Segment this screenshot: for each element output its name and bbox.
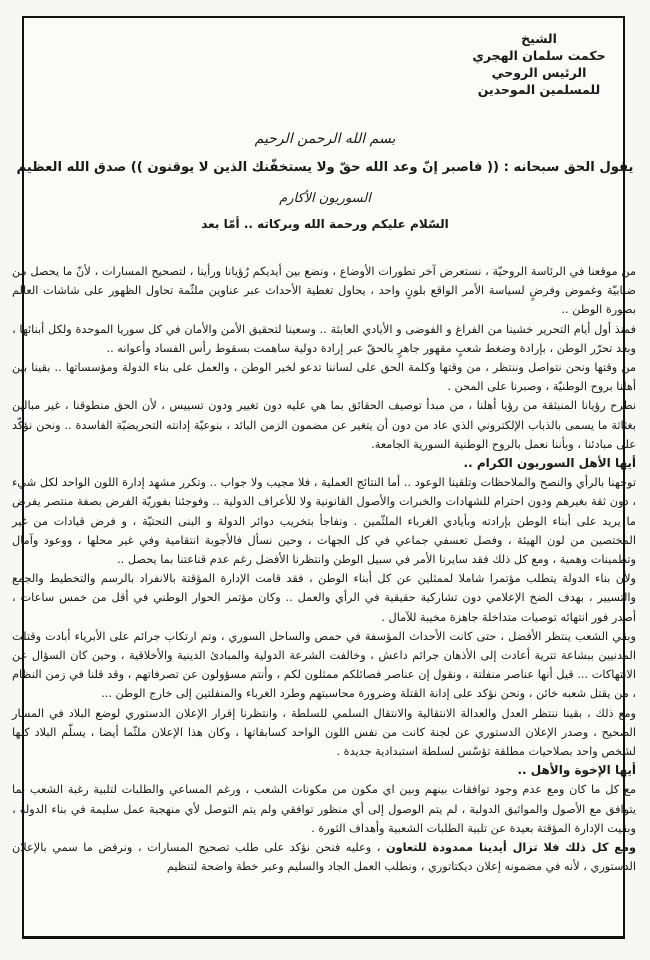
- letter-body: [12, 262, 636, 877]
- sender-title: الشيخ: [521, 31, 557, 46]
- sender-name: حكمت سلمان الهجري: [472, 48, 606, 63]
- quran-verse: يقول الحق سبحانه : (( فاصبر إنّ وعد الله حقّ ولا يستخفّنك الذين لا يوقنون )) صدق الله العظيم: [16, 160, 634, 175]
- paragraph: من وقتها ونحن نتواصل وننتظر ، من وقتها وكلمة الحق على لساننا تدعو لخير الوطن ، والعمل على بناء الدولة ومؤسساتها .. بقينا بين أهلنا بروح الوطنيّة ، وصبرنا على المحن .: [12, 361, 636, 394]
- paragraph: وبقي الشعب ينتظر الأفضل ، حتى كانت الأحداث المؤسفة في حمص والساحل السوري ، وتم ارتكاب جرائم على الأبرياء أبادت وقتلت المدنيين ببشاعة تترية أعادت إلى الأذهان جرائم داعش ، وخالفت الشرعة الدولية والمبادئ الدينية والأخلاقية ، وحين كان السؤال عن الانتهاكات ... قيل أنها عناصر منفلتة ، ونقول إن عناصر فصائلكم ممثلون لكم ، وأنتم مسؤولون عن تصرفاتهم ، وقد قلنا في زمن النظام ، من يقتل شعبه خائن ، ونحن نؤكد على إدانة القتلة وضرورة محاسبتهم وطرد الغرباء والمنفلتين إلى خارج الوطن ...: [12, 629, 636, 701]
- basmala: بسم الله الرحمن الرحيم: [254, 131, 396, 147]
- greeting: السّلام عليكم ورحمة الله وبركاته .. أمّا بعد: [201, 217, 449, 231]
- paragraph: ومع ذلك ، بقينا ننتظر العدل والعدالة الانتقالية والانتقال السلمي للسلطة ، وانتظرنا إقرار الإعلان الدستوري لوضع البلاد في المسار الصحيح ، وصدر الإعلان الدستوري عن لجنة كانت من نفس اللون الواحد كسابقاتها ، وكان هذا الإعلان ملثّما أيضا ، يسلّم البلاد كلها لشخص واحد بصلاحيات مطلقة تؤسّس لسلطة استبدادية جديدة .: [12, 706, 636, 759]
- section-heading: أيها الإخوة والأهل ..: [517, 763, 636, 778]
- sender-block: [454, 30, 624, 98]
- addressee: السوريون الأكارم: [279, 191, 371, 206]
- section-heading: أيها الأهل السوريون الكرام ..: [463, 456, 636, 471]
- paragraph: ولأن بناء الدولة يتطلب مؤتمرا شاملا لممثلين عن كل أبناء الوطن ، فقد قامت الإدارة المؤقتة بالانفراد بالرسم والتخطيط والجمع والتسيير ، بهدف الضخ الإعلامي دون تشاركية حقيقية في الرأي والعمل .. وكان مؤتمر الحوار الوطني في أقل من خمس ساعات ، أصدر فور انتهائه توصيات متداخلة جاهزة مخيبة للآمال .: [12, 572, 636, 624]
- paragraph-mixed: [12, 838, 636, 876]
- paragraph: مع كل ما كان ومع عدم وجود توافقات بينهم وبين اي مكون من مكونات الشعب ، ورغم المساعي والطلبات لتلبية رغبة الشعب بما يتوافق مع الأصول والمواثيق الدولية ، لم يتم الوصول إلى أي منظور توافقي ولم يتم التوصل لأي منهجية عمل سليمة في بناء الدولة ، وبقيت الإدارة المؤقتة بعيدة عن تلبية الطلبات الشعبية وأهداف الثورة .: [12, 783, 636, 835]
- bold-phrase: ومع كل ذلك فلا تزال أيدينا ممدودة للتعاون: [385, 841, 636, 855]
- paragraph: نطرح رؤيانا المنبثقة من رؤيا أهلنا ، من مبدأ توصيف الحقائق بما هي عليه دون تغيير ودون تسييس ، لأن الحق منطوقنا ، غير مبالين بغثاثة ما يسمى بالذباب الإلكتروني الذي عاد من دون أن يتغير عن مضمون الزمن البائد ، بنوعيّة إدانته التحريضيّة الفاسدة .. ونحن نؤكّد على مبادئنا ، وبأننا نعمل بالروح الوطنية السورية الجامعة.: [12, 399, 636, 451]
- sender-org: للمسلمين الموحدين: [477, 82, 601, 97]
- paragraph: من موقعنا في الرئاسة الروحيّة ، نستعرض آخر تطورات الأوضاع ، ونضع بين أيديكم رُؤيانا ورأينا ، لتصحيح المسارات ، لأنّ ما يحصل من ضبابيّة وغموض وفرضٍ لسياسة الأمر الواقع بلونٍ واحد ، يحاول تغطية الأحداث عبر عناوين ملثّمة تحاول الظهور على شاشات العالم بصورة الوطن ..: [12, 265, 636, 317]
- sender-role: الرئيس الروحي: [491, 65, 587, 80]
- paragraph: توجهنا بالرأي والنصح والملاحظات وتلقينا الوعود .. أما النتائج العملية ، فلا مجيب ولا جواب .. وتكرر مشهد إدارة اللون الواحد لكل شيء ، دون ثقة بغيرهم ودون احترام للشهادات والخبرات والأصول القانونية ولا للأعراف الدولية .. وفوجئنا بفوريّة الفرض بصفة منتصر يفرض ما يريد على أبناء الوطن بإرادته وبأيادي الغرباء الملثّمين . ونفاجأ بتخريب دوائر الدولة و البنى التحتيّة ، و فرض قيادات من غير المختصين من لون الهيئة ، وفصل تعسفي جماعي في كل الجهات ، وحين نسأل فالأجوبة انتقامية وفي غير محلها ، ووعود وآمال وتطمينات وهمية ، ومع كل ذلك فقد سايرنا الأمر في سبيل الوطن وانتظرنا الأفضل رغم عدم قناعتنا بما يحصل ..: [12, 476, 636, 567]
- paragraph: فمنذ أول أيام التحرير خشينا من الفراغ و الفوضى و الأيادي العابثة .. وسعينا لتحقيق الأمن والأمان في كل سوريا الموحدة ولكل أبنائها ، وبعد تحرّر الوطن ، بإرادة وضغط شعبٍ مقهور جاهرٍ بالحقّ عبر إرادة دولية ساهمت بسقوط رأس الفساد وأعوانه ..: [12, 322, 636, 355]
- paragraph-rest: ، وعليه فنحن نؤكد على طلب تصحيح المسارات ، ونرفض ما سمي بالإعلان الدستوري ، لأنه في مضمونه إعلان ديكتاتوري ، ونطلب العمل الجاد والسليم وعبر خطة واضحة لتنظيم: [12, 841, 636, 874]
